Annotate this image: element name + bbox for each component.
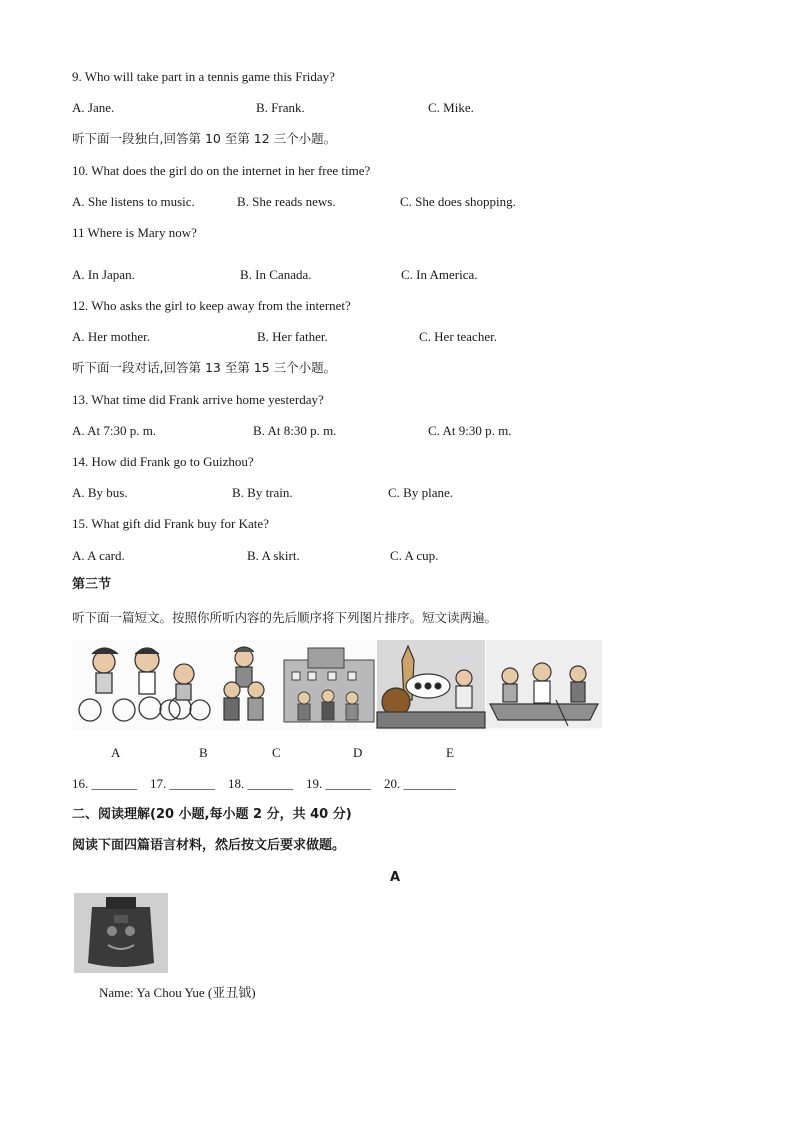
part-2-heading: 二、阅读理解(20 小题,每小题 2 分，共 40 分) xyxy=(72,807,352,822)
picture-d-zoo xyxy=(377,640,485,728)
q10-option-b: B. She reads news. xyxy=(237,194,336,209)
q9-option-c: C. Mike. xyxy=(428,100,474,115)
instruction-dialogue: 听下面一段对话,回答第 13 至第 15 三个小题。 xyxy=(72,360,337,375)
q9-question: 9. Who will take part in a tennis game this Friday? xyxy=(72,69,335,84)
q15-question: 15. What gift did Frank buy for Kate? xyxy=(72,516,269,531)
instruction-picture-order: 听下面一篇短文。按照你所听内容的先后顺序将下列图片排序。短文读两遍。 xyxy=(72,610,498,625)
q12-option-a: A. Her mother. xyxy=(72,329,150,344)
picture-label-d: D xyxy=(353,745,363,760)
q15-option-a: A. A card. xyxy=(72,548,125,563)
instruction-monologue: 听下面一段独白,回答第 10 至第 12 三个小题。 xyxy=(72,131,337,146)
q11-option-c: C. In America. xyxy=(401,267,478,282)
q14-option-c: C. By plane. xyxy=(388,485,453,500)
picture-label-b: B xyxy=(199,745,208,760)
q12-question: 12. Who asks the girl to keep away from the internet? xyxy=(72,298,351,313)
q10-question: 10. What does the girl do on the internet in her free time? xyxy=(72,163,371,178)
q13-option-b: B. At 8:30 p. m. xyxy=(253,423,337,438)
artifact-photo xyxy=(74,893,168,973)
q14-question: 14. How did Frank go to Guizhou? xyxy=(72,454,254,469)
reading-instruction: 阅读下面四篇语言材料，然后按文后要求做题。 xyxy=(72,838,346,853)
q10-option-a: A. She listens to music. xyxy=(72,194,195,209)
q11-option-b: B. In Canada. xyxy=(240,267,312,282)
q12-option-c: C. Her teacher. xyxy=(419,329,497,344)
section-3-heading: 第三节 xyxy=(72,577,112,592)
q10-option-c: C. She does shopping. xyxy=(400,194,516,209)
q13-option-a: A. At 7:30 p. m. xyxy=(72,423,157,438)
q9-option-a: A. Jane. xyxy=(72,100,115,115)
q13-option-c: C. At 9:30 p. m. xyxy=(428,423,512,438)
picture-label-a: A xyxy=(111,745,121,760)
passage-a-label: A xyxy=(390,870,401,885)
q14-option-a: A. By bus. xyxy=(72,485,128,500)
q12-option-b: B. Her father. xyxy=(257,329,328,344)
q15-option-c: C. A cup. xyxy=(390,548,439,563)
q14-option-b: B. By train. xyxy=(232,485,293,500)
answer-blanks-16-20: 16. _______ 17. _______ 18. _______ 19. _______ 20. ________ xyxy=(72,776,456,791)
picture-e-boat xyxy=(486,640,602,728)
q13-question: 13. What time did Frank arrive home yesterday? xyxy=(72,392,324,407)
q15-option-b: B. A skirt. xyxy=(247,548,300,563)
artifact-name: Name: Ya Chou Yue (亚丑钺) xyxy=(99,985,256,1000)
q9-option-b: B. Frank. xyxy=(256,100,305,115)
picture-strip xyxy=(72,640,602,730)
q11-option-a: A. In Japan. xyxy=(72,267,135,282)
picture-label-e: E xyxy=(446,745,454,760)
picture-label-c: C xyxy=(272,745,281,760)
q11-question: 11 Where is Mary now? xyxy=(72,225,197,240)
